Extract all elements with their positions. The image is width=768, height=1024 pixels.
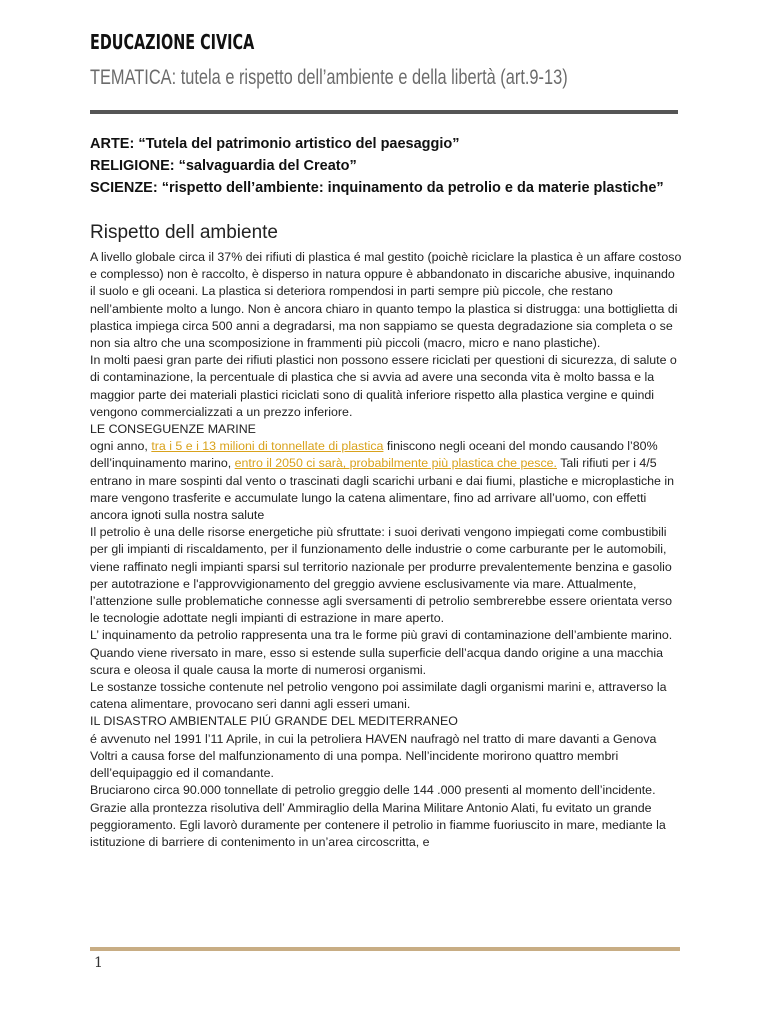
marine-text-mid: finiscono negli oceani del mondo causando l’80% dell’inquinamento marino,: [90, 439, 658, 471]
subject-religione: RELIGIONE: “salvaguardia del Creato”: [90, 158, 357, 174]
document-title: EDUCAZIONE CIVICA: [90, 30, 255, 54]
link-plastic-vs-fish[interactable]: entro il 2050 ci sarà, probabilmente più plastica che pesce: [234, 456, 554, 471]
paragraph-burning: Bruciarono circa 90.000 tonnellate di petrolio greggio delle 144 .000 presenti al momento dell’incidente. Grazie alla prontezza risolutiva dell’ Ammiraglio della Marina Militare Antonio Alati, fu evitato un grande peggioramento. Egli lavorò duramente per contenere il petrolio in fiamme fuoriuscito in mare, mediante la istituzione di barriere di contenimento in un’area circoscritta, e: [90, 783, 666, 849]
heading-mediterranean-disaster: IL DISASTRO AMBIENTALE PIÚ GRANDE DEL MEDITERRANEO: [90, 714, 458, 729]
subject-scienze: SCIENZE: “rispetto dell’ambiente: inquinamento da petrolio e da materie plastiche”: [90, 180, 664, 196]
heading-marine-consequences: LE CONSEGUENZE MARINE: [90, 422, 256, 437]
section-heading: Rispetto dell ambiente: [90, 222, 278, 243]
paragraph-toxic: Le sostanze tossiche contenute nel petrolio vengono poi assimilate dagli organismi marini e, attraverso la catena alimentare, provocano seri danni agli esseri umani.: [90, 680, 667, 712]
document-subtitle: TEMATICA: tutela e rispetto dell’ambiente e della libertà (art.9-13): [90, 66, 568, 89]
body-text: [90, 249, 682, 851]
subject-arte: ARTE: “Tutela del patrimonio artistico del paesaggio”: [90, 136, 460, 152]
paragraph-recycling: In molti paesi gran parte dei rifiuti plastici non possono essere riciclati per questioni di sicurezza, di salute o di contaminazione, la percentuale di plastica che si avvia ad avere una seconda vita è molto bassa e la maggior parte dei materiali plastici riciclati sono di qualità inferiore rispetto alla plastica vergine e quindi vengono commercializzati a un prezzo inferiore.: [90, 353, 677, 419]
paragraph-marine: [90, 438, 682, 524]
subjects-list: [90, 133, 680, 199]
marine-text-end: Tali rifiuti per i 4/5 entrano in mare sospinti dal vento o trascinati dagli scarichi urbani e dai fiumi, plastiche e microplastiche in mare vengono trasferite e accumulate lungo la catena alimentare, fino ad arrivare all’uomo, con effetti ancora ignoti sulla nostra salute: [90, 456, 675, 523]
paragraph-petroleum: Il petrolio è una delle risorse energetiche più sfruttate: i suoi derivati vengono impiegati come combustibili per gli impianti di riscaldamento, per il funzionamento delle industrie o come carburante per le automobili, viene raffinato negli impianti sparsi sul territorio nazionale per produrre prevalentemente benzina e gasolio per autotrazione e l'approvvigionamento del greggio avviene esclusivamente via mare. Attualmente, l’attenzione sulle problematiche connesse agli sversamenti di petrolio sembrerebbe essere orientata verso le tecnologie adottate negli impianti di estrazione in mare aperto.: [90, 525, 672, 626]
paragraph-oil-pollution: L’ inquinamento da petrolio rappresenta una tra le forme più gravi di contaminazione dell’ambiente marino.: [90, 628, 673, 643]
marine-text-start: ogni anno,: [90, 439, 152, 454]
footer-divider: [90, 947, 680, 951]
paragraph-haven: é avvenuto nel 1991 l’11 Aprile, in cui la petroliera HAVEN naufragò nel tratto di mare davanti a Genova Voltri a causa forse del malfunzionamento di una pompa. Nell’incidente morirono quattro membri dell’equipaggio ed il comandante.: [90, 731, 657, 781]
paragraph-oil-spill: Quando viene riversato in mare, esso si estende sulla superficie dell’acqua dando origine a una macchia scura e oleosa il quale causa la morte di numerosi organismi.: [90, 645, 664, 677]
header-divider: [90, 110, 678, 114]
link-plastic-vs-fish-tail[interactable]: .: [553, 456, 557, 471]
page-number: 1: [94, 955, 103, 971]
paragraph-plastic-global: A livello globale circa il 37% dei rifiuti di plastica é mal gestito (poichè riciclare la plastica è un affare costoso e complesso) non è raccolto, è disperso in natura oppure è abbandonato in discariche abusive, inquinando il suolo e gli oceani. La plastica si deteriora rompendosi in parti sempre più piccole, che restano nell’ambiente molto a lungo. Non è ancora chiaro in quanto tempo la plastica si distrugga: una bottiglietta di plastica impiega circa 500 anni a degradarsi, ma non sappiamo se questa degradazione sia completa o se non sia altro che una scomposizione in frammenti più piccoli (macro, micro e nano plastiche).: [90, 250, 682, 351]
link-plastic-tonnes[interactable]: tra i 5 e i 13 milioni di tonnellate di plastica: [151, 439, 384, 454]
